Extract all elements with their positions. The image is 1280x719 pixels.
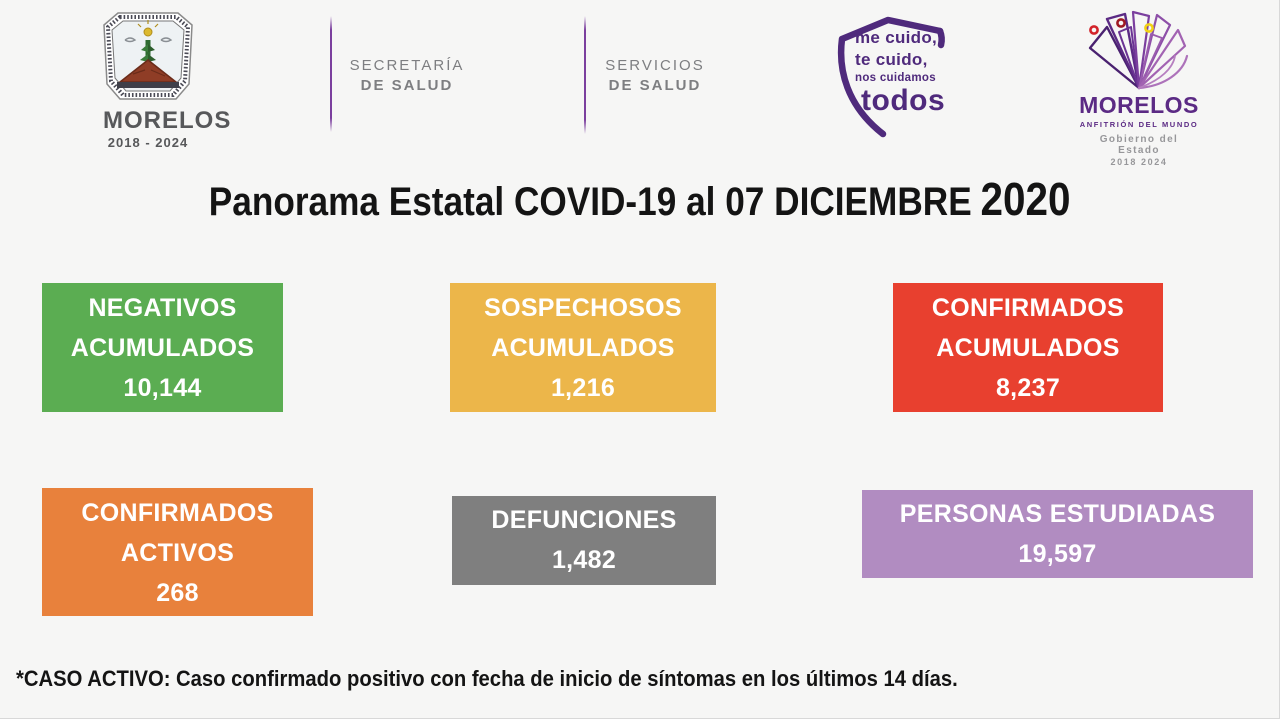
stat-label: ACTIVOS	[120, 539, 235, 567]
page-title-text: Panorama Estatal COVID-19 al 07 DICIEMBRE	[209, 180, 973, 224]
slogan-line1: me cuido,	[855, 28, 938, 47]
stat-card-confirmados-acumulados	[893, 283, 1163, 412]
brand-title: MORELOS	[1079, 92, 1199, 118]
stat-card-personas-estudiadas	[862, 490, 1253, 578]
stat-value: 268	[156, 579, 199, 607]
stat-label: ACUMULADOS	[936, 334, 1120, 362]
servicios-de-salud-wordmark	[600, 57, 710, 94]
servicios-line2: DE SALUD	[608, 77, 702, 94]
secretaria-line2: DE SALUD	[360, 77, 454, 94]
stat-value: 1,216	[550, 374, 616, 402]
stat-label: SOSPECHOSOS	[484, 294, 682, 322]
stat-label: ACUMULADOS	[70, 334, 255, 362]
stat-label: PERSONAS ESTUDIADAS	[899, 500, 1216, 528]
morelos-coat-of-arms-block	[103, 12, 232, 150]
stat-label: ACUMULADOS	[491, 334, 675, 362]
page-title	[0, 172, 1280, 226]
brand-tagline: ANFITRIÓN DEL MUNDO	[1079, 120, 1199, 129]
morelos-flower-icon	[1077, 6, 1201, 94]
stat-value: 10,144	[123, 374, 202, 402]
campaign-slogan	[855, 24, 945, 116]
coat-of-arms-years: 2018 - 2024	[107, 135, 189, 150]
header-divider	[584, 16, 586, 134]
brand-years: 2018 2024	[1110, 157, 1168, 167]
slogan-line2: te cuido,	[855, 50, 928, 69]
stat-label: CONFIRMADOS	[931, 294, 1125, 322]
secretaria-de-salud-wordmark	[348, 57, 466, 94]
secretaria-line1: SECRETARÍA	[349, 57, 465, 74]
stat-value: 19,597	[1018, 540, 1097, 568]
stat-card-confirmados-activos	[42, 488, 313, 616]
stat-value: 1,482	[551, 546, 617, 574]
active-case-footnote: *CASO ACTIVO: Caso confirmado positivo con fecha de inicio de síntomas en los últimos 14 días.	[16, 666, 958, 691]
stat-value: 8,237	[995, 374, 1061, 402]
servicios-line1: SERVICIOS	[605, 57, 705, 74]
stat-card-sospechosos-acumulados	[450, 283, 716, 412]
stat-card-negativos-acumulados	[42, 283, 283, 412]
morelos-state-brand-logo	[1077, 6, 1201, 167]
stat-label: DEFUNCIONES	[491, 506, 677, 534]
stat-card-defunciones	[452, 496, 716, 585]
brand-government-line: Gobierno del Estado	[1099, 134, 1179, 156]
slogan-line4: todos	[861, 83, 946, 117]
header-divider	[330, 16, 332, 132]
stat-label: NEGATIVOS	[88, 294, 237, 322]
morelos-coat-of-arms-icon	[103, 12, 193, 100]
coat-of-arms-title: MORELOS	[103, 107, 232, 134]
stat-label: CONFIRMADOS	[81, 499, 274, 527]
me-cuido-campaign-logo	[835, 14, 975, 142]
page-title-year: 2020	[980, 173, 1071, 225]
slogan-line3: nos cuidamos	[855, 72, 936, 84]
